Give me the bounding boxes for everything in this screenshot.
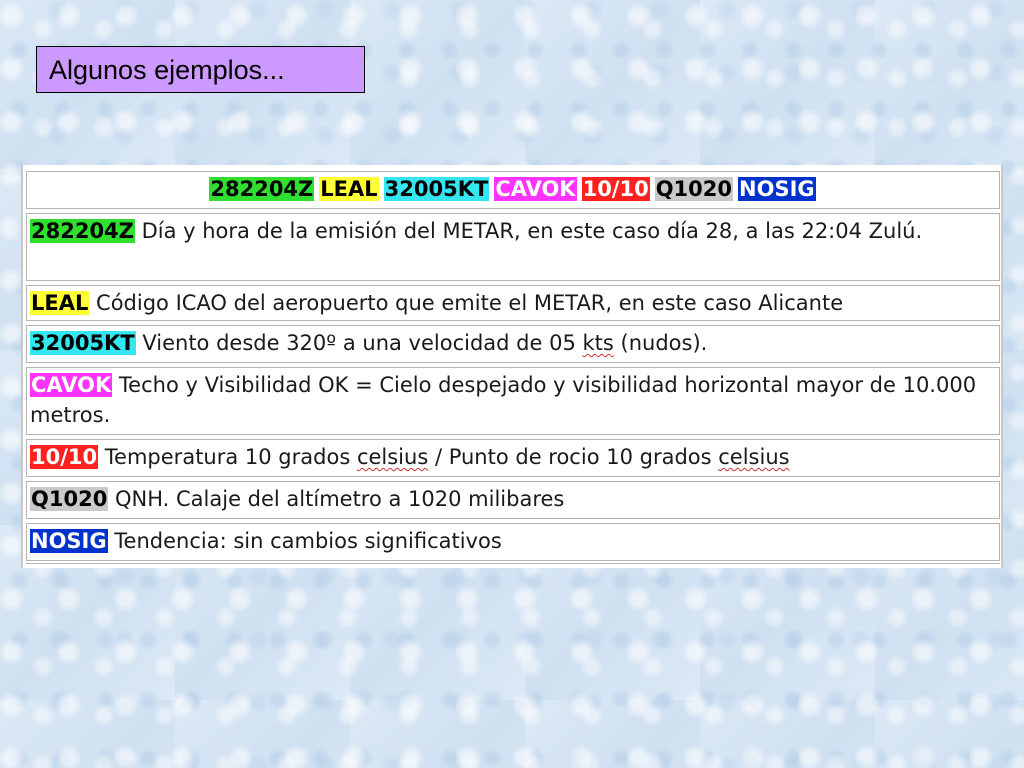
- code-badge-time: 282204Z: [31, 219, 134, 243]
- desc-visibility: Techo y Visibilidad OK = Cielo despejado y visibilidad horizontal mayor de 10.000 metros.: [30, 373, 977, 427]
- desc-wind-a: Viento desde 320º a una velocidad de 05: [135, 331, 583, 355]
- metar-code-wind: 32005KT: [384, 177, 489, 201]
- desc-qnh: QNH. Calaje del altímetro a 1020 milibares: [108, 487, 565, 511]
- metar-code-trend: NOSIG: [739, 177, 815, 201]
- desc-station: Código ICAO del aeropuerto que emite el METAR, en este caso Alicante: [89, 291, 844, 315]
- metar-code-qnh: Q1020: [655, 177, 733, 201]
- desc-temperature-celsius-2: celsius: [718, 445, 790, 469]
- code-badge-trend: NOSIG: [31, 529, 107, 553]
- desc-wind-c: (nudos).: [613, 331, 708, 355]
- desc-temperature-celsius-1: celsius: [356, 445, 429, 469]
- slide-title: Algunos ejemplos...: [36, 46, 365, 93]
- desc-time: Día y hora de la emisión del METAR, en este caso día 28, a las 22:04 Zulú.: [134, 219, 923, 243]
- desc-wind-kts: kts: [582, 331, 614, 355]
- row-time: [26, 213, 1000, 281]
- code-badge-qnh: Q1020: [31, 487, 108, 511]
- table-bottom-border: [26, 563, 1000, 564]
- code-badge-temperature: 10/10: [31, 445, 98, 469]
- metar-code-temperature: 10/10: [582, 177, 649, 201]
- row-temperature: [26, 439, 1000, 477]
- code-badge-visibility: CAVOK: [31, 373, 112, 397]
- row-station: [26, 285, 1000, 321]
- code-badge-station: LEAL: [31, 291, 89, 315]
- metar-code-visibility: CAVOK: [495, 177, 576, 201]
- desc-trend: Tendencia: sin cambios significativos: [107, 529, 502, 553]
- metar-code-time: 282204Z: [210, 177, 314, 201]
- row-visibility: [26, 367, 1000, 435]
- row-trend: [26, 523, 1000, 561]
- desc-temperature-c: / Punto de rocio 10 grados: [428, 445, 719, 469]
- metar-code-station: LEAL: [320, 177, 378, 201]
- metar-table: [21, 165, 1003, 568]
- code-badge-wind: 32005KT: [31, 331, 135, 355]
- metar-example-row: [26, 171, 1000, 209]
- row-wind: [26, 325, 1000, 363]
- row-qnh: [26, 481, 1000, 519]
- desc-temperature-a: Temperatura 10 grados: [98, 445, 357, 469]
